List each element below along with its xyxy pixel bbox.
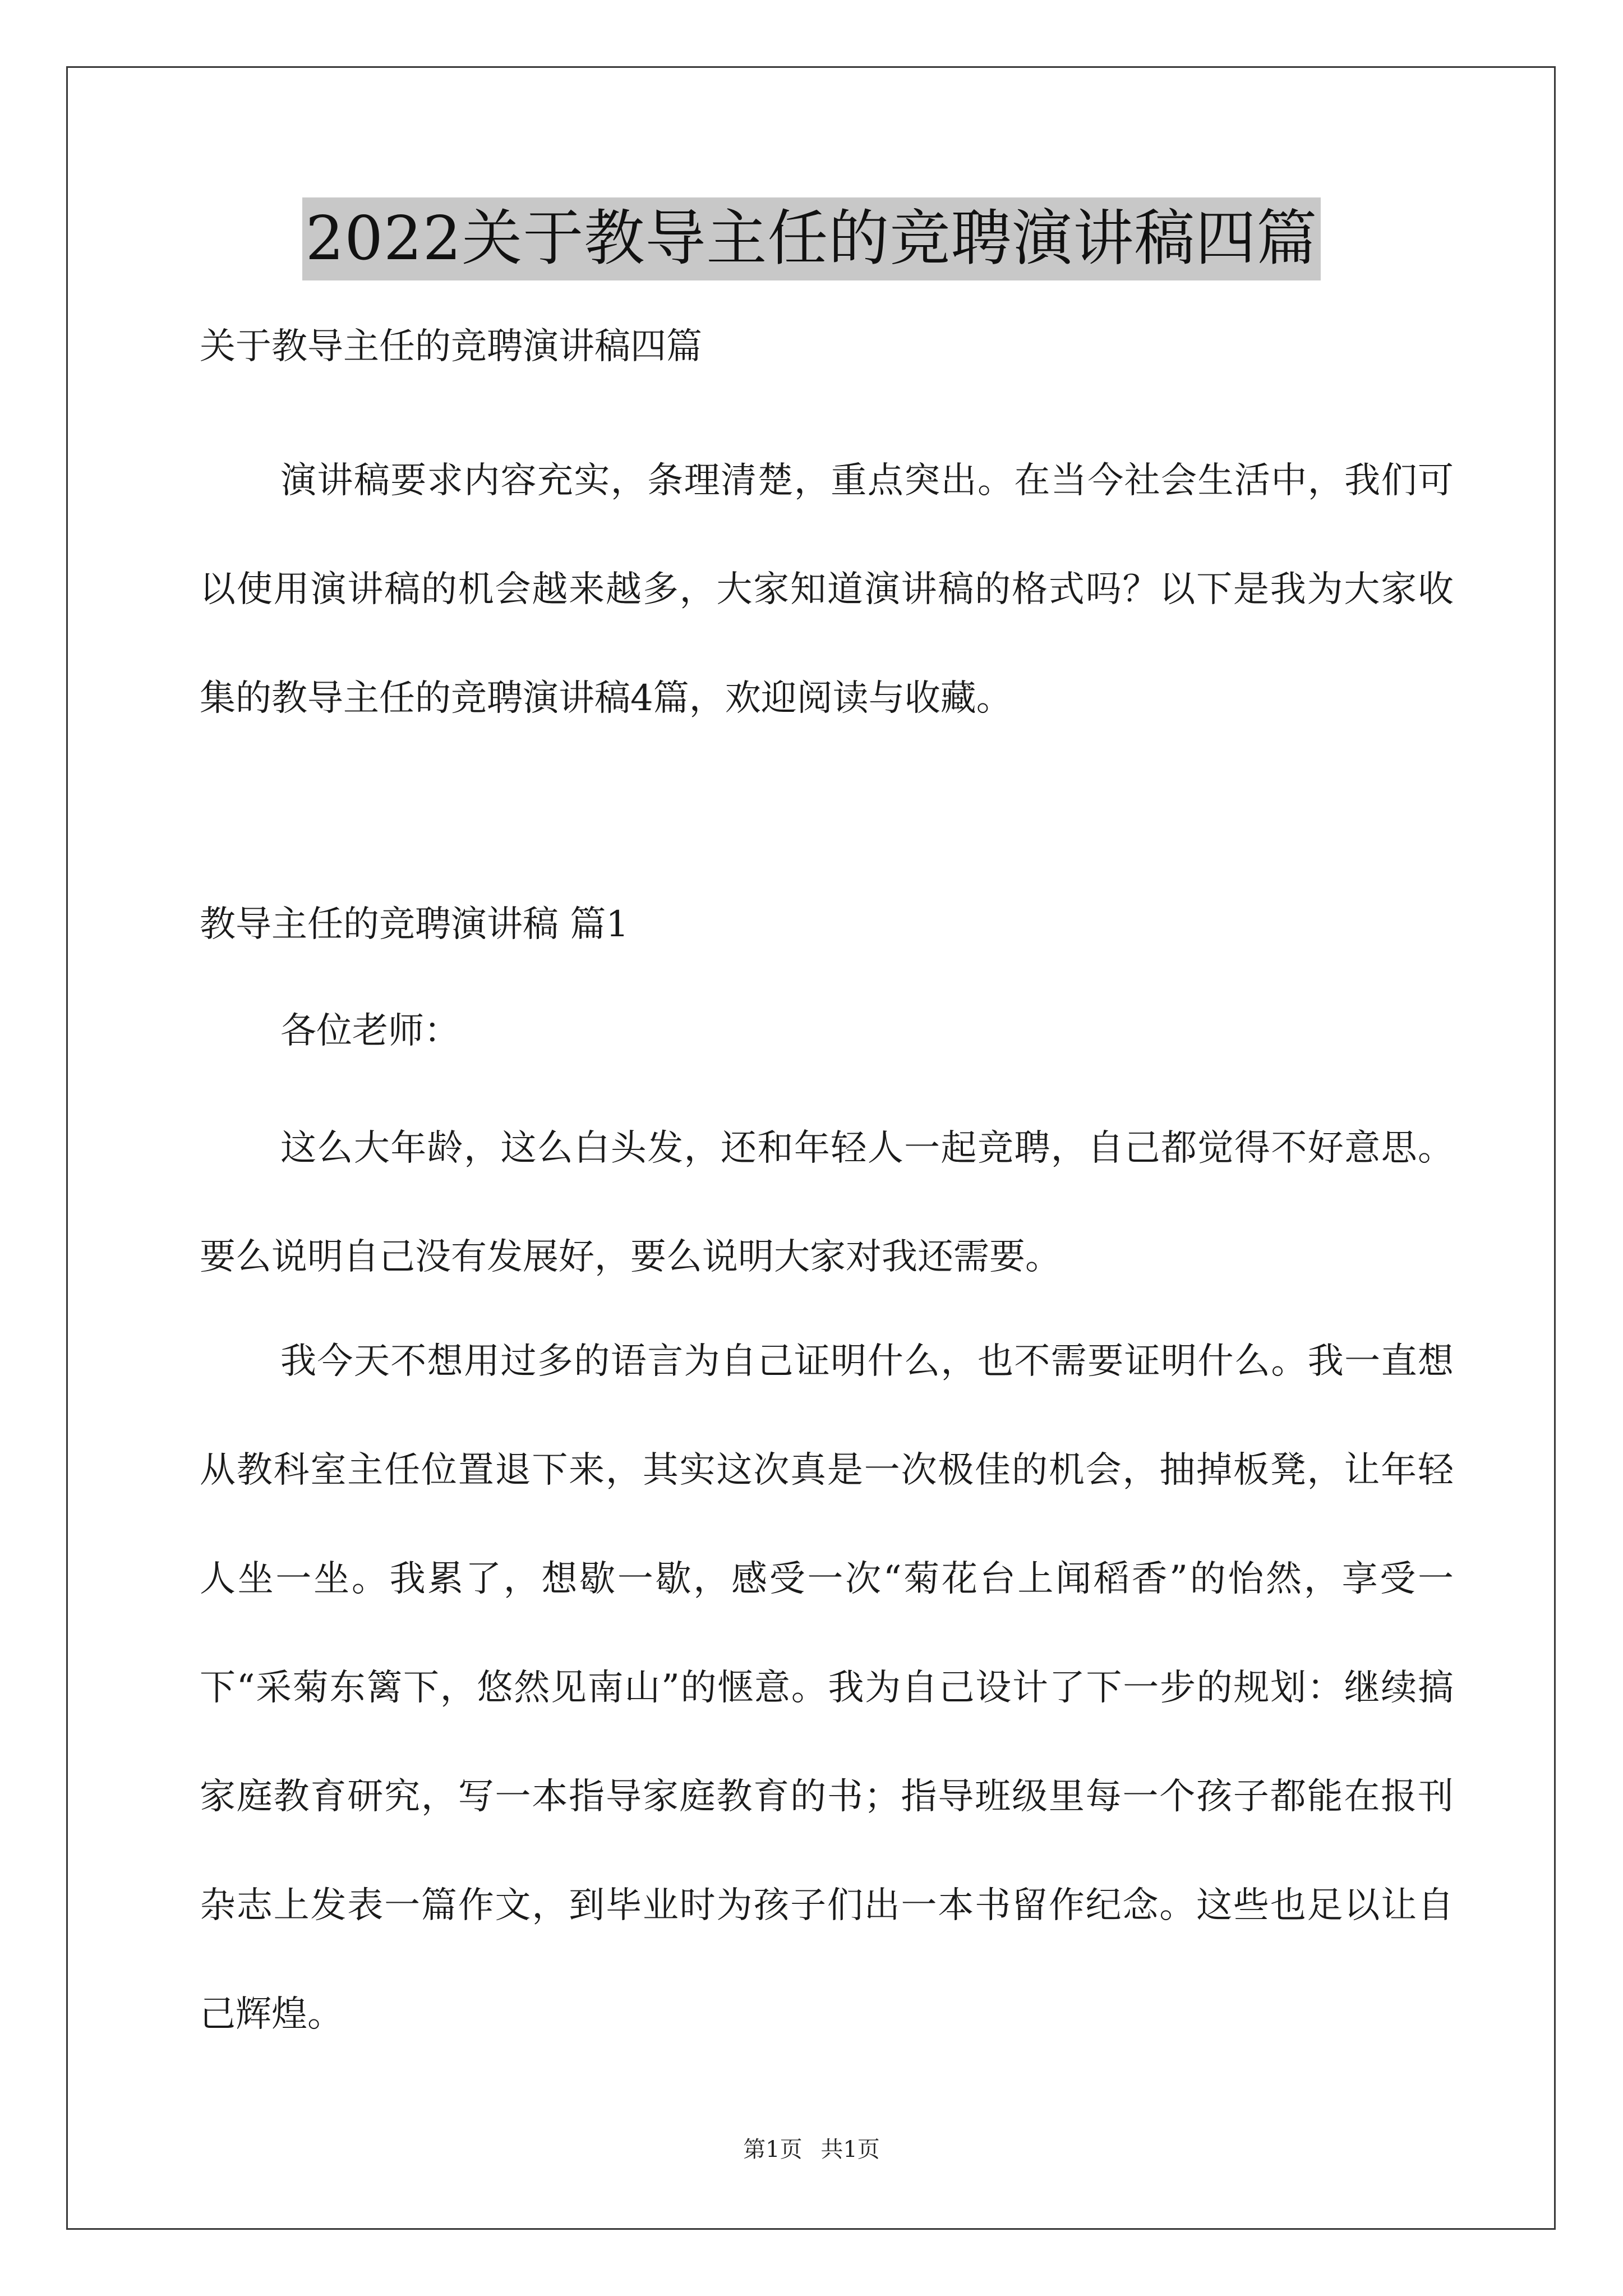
intro-paragraph: 演讲稿要求内容充实，条理清楚，重点突出。在当今社会生活中，我们可以使用演讲稿的机会越来越多，大家知道演讲稿的格式吗？以下是我为大家收集的教导主任的竞聘演讲稿4篇，欢迎阅读与收藏。: [200, 460, 1454, 719]
title-container: [0, 197, 1623, 280]
body-paragraph-2: 我今天不想用过多的语言为自己证明什么，也不需要证明什么。我一直想从教科室主任位置退下来，其实这次真是一次极佳的机会，抽掉板凳，让年轻人坐一坐。我累了，想歇一歇，感受一次“菊花台上闻稻香”的怡然，享受一下“采菊东篱下，悠然见南山”的惬意。我为自己设计了下一步的规划：继续搞家庭教育研究，写一本指导家庭教育的书；指导班级里每一个孩子都能在报刊杂志上发表一篇作文，到毕业时为孩子们出一本书留作纪念。这些也足以让自己辉煌。: [200, 1341, 1454, 2035]
page-number-current: 第1页: [743, 2137, 803, 2162]
greeting: 各位老师：: [280, 1010, 460, 1052]
page-footer: [0, 2134, 1623, 2165]
document-title: 2022关于教导主任的竞聘演讲稿四篇: [302, 197, 1321, 280]
body-paragraph-1: 这么大年龄，这么白头发，还和年轻人一起竞聘，自己都觉得不好意思。要么说明自己没有发展好，要么说明大家对我还需要。: [200, 1128, 1454, 1278]
document-subtitle: 关于教导主任的竞聘演讲稿四篇: [200, 326, 702, 367]
page-number-total: 共1页: [820, 2137, 880, 2162]
section-heading: 教导主任的竞聘演讲稿 篇1: [200, 904, 629, 945]
